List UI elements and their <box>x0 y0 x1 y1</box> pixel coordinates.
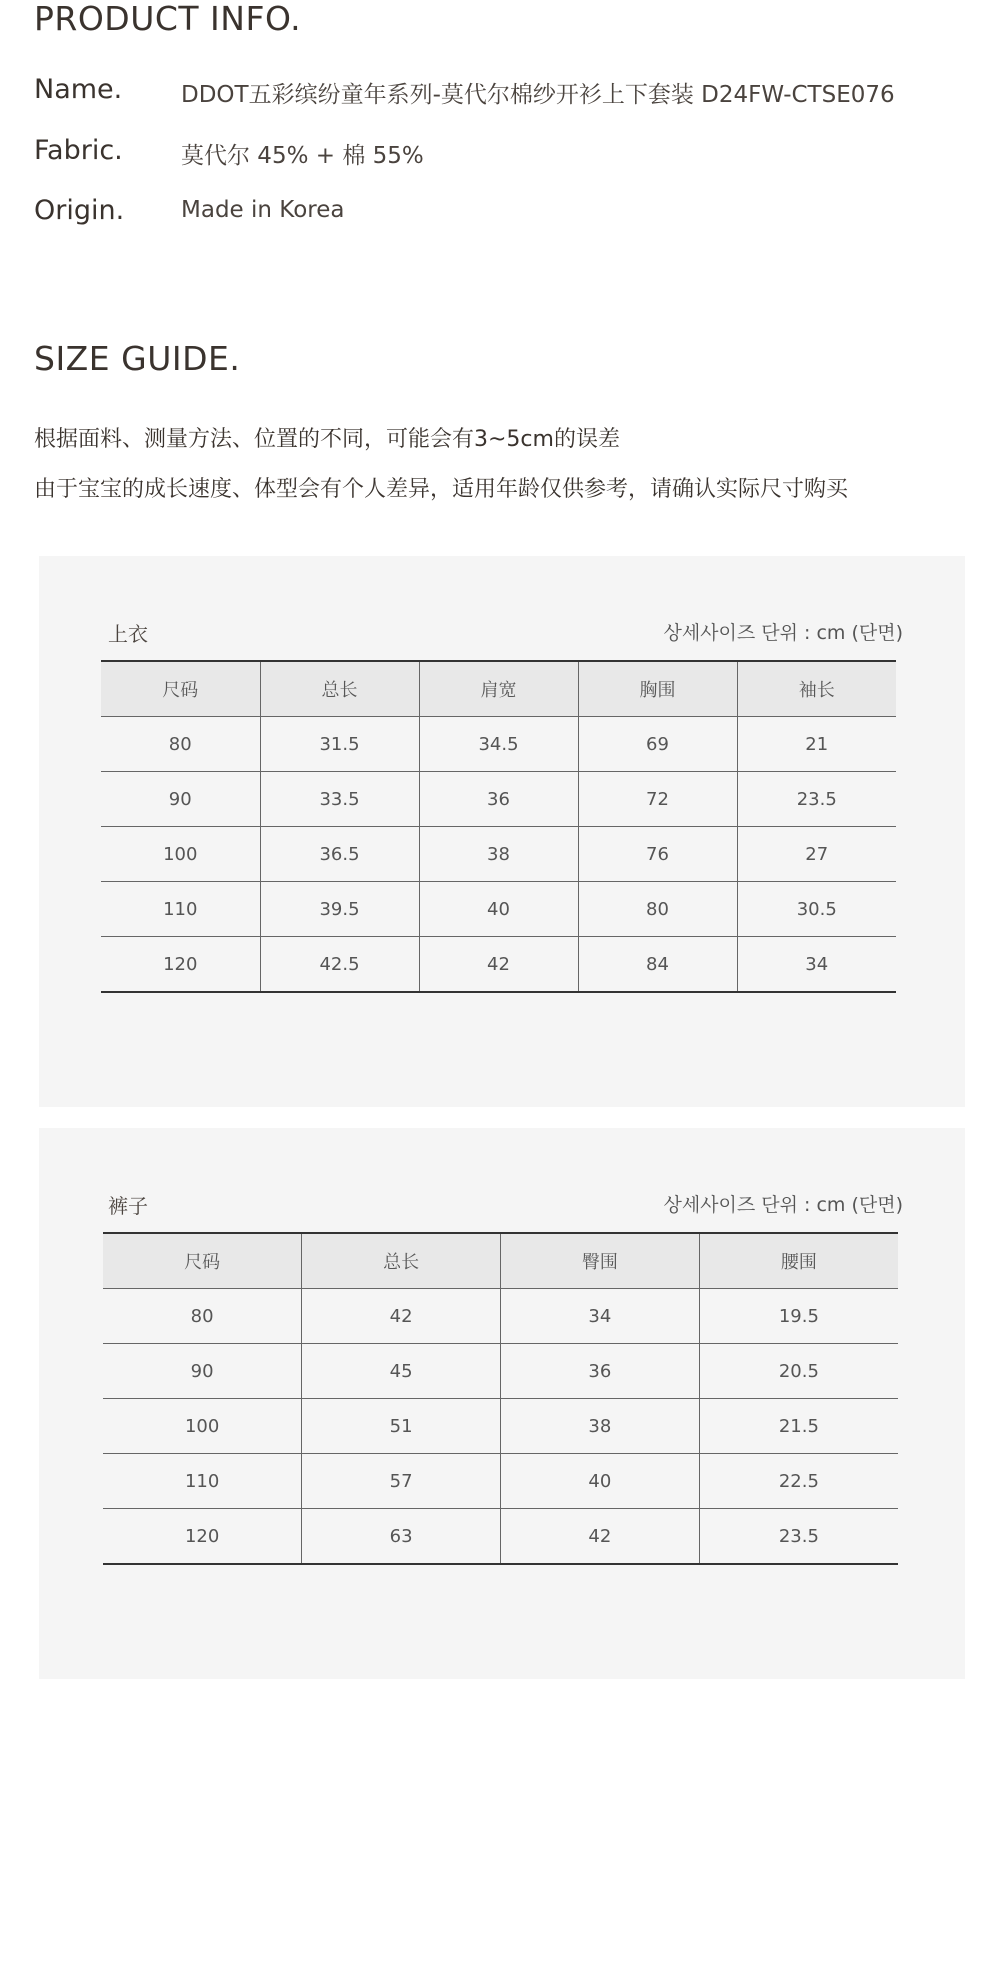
top-size-table <box>101 660 896 993</box>
table-cell: 80 <box>101 717 260 772</box>
unit-label: 상세사이즈 단위 : cm (단면) <box>663 1194 903 1216</box>
table-cell: 38 <box>501 1399 700 1454</box>
table-cell: 23.5 <box>699 1509 898 1565</box>
table-cell: 31.5 <box>260 717 419 772</box>
table-cell: 21 <box>737 717 896 772</box>
table-cell: 76 <box>578 827 737 882</box>
table-cell: 57 <box>302 1454 501 1509</box>
table-cell: 42 <box>501 1509 700 1565</box>
table-cell: 30.5 <box>737 882 896 937</box>
table-cell: 72 <box>578 772 737 827</box>
top-size-card <box>39 556 965 1107</box>
table-cell: 36.5 <box>260 827 419 882</box>
table-cell: 100 <box>101 827 260 882</box>
table-cell: 80 <box>578 882 737 937</box>
table-title: 上衣 <box>108 622 148 646</box>
column-header: 腰围 <box>699 1233 898 1289</box>
table-cell: 110 <box>101 882 260 937</box>
info-value: Made in Korea <box>181 197 345 223</box>
table-row <box>101 937 896 993</box>
table-cell: 120 <box>184 1525 220 1547</box>
table-cell: 45 <box>302 1344 501 1399</box>
table-cell: 40 <box>501 1454 700 1509</box>
column-header: 尺码 <box>103 1233 302 1289</box>
info-label: Name. <box>34 74 123 105</box>
table-cell: 90 <box>103 1344 302 1399</box>
info-row-fabric <box>34 135 964 175</box>
table-cell: 69 <box>578 717 737 772</box>
size-note: 由于宝宝的成长速度、体型会有个人差异，适用年龄仅供参考，请确认实际尺寸购买 <box>34 477 849 502</box>
column-header: 总长 <box>302 1233 501 1289</box>
info-label: Fabric. <box>34 135 123 166</box>
table-cell: 80 <box>103 1289 302 1344</box>
size-note: 根据面料、测量方法、位置的不同，可能会有3~5cm的误差 <box>34 427 620 452</box>
info-row-origin <box>34 195 964 235</box>
table-cell: 36 <box>501 1344 700 1399</box>
table-cell: 34 <box>737 937 896 993</box>
table-cell: 23.5 <box>737 772 896 827</box>
table-cell: 120 <box>163 953 198 975</box>
unit-label: 상세사이즈 단위 : cm (단면) <box>663 622 903 644</box>
table-row <box>101 772 896 827</box>
table-row <box>101 717 896 772</box>
pants-size-table <box>103 1232 898 1565</box>
table-row <box>103 1454 898 1509</box>
column-header: 臀围 <box>501 1233 700 1289</box>
table-cell: 90 <box>101 772 260 827</box>
table-cell: 34.5 <box>419 717 578 772</box>
table-cell: 40 <box>419 882 578 937</box>
info-label: Origin. <box>34 195 125 226</box>
table-cell: 84 <box>578 937 737 993</box>
table-cell: 33.5 <box>260 772 419 827</box>
table-cell: 20.5 <box>699 1344 898 1399</box>
table-cell: 19.5 <box>699 1289 898 1344</box>
table-cell: 51 <box>302 1399 501 1454</box>
table-cell: 100 <box>103 1399 302 1454</box>
table-cell: 22.5 <box>699 1454 898 1509</box>
column-header: 总长 <box>260 661 419 717</box>
column-header: 尺码 <box>101 661 260 717</box>
table-cell: 34 <box>501 1289 700 1344</box>
table-cell: 38 <box>419 827 578 882</box>
table-cell: 42 <box>419 937 578 993</box>
table-header-row <box>101 661 896 717</box>
pants-size-card <box>39 1128 965 1679</box>
size-guide-title: SIZE GUIDE. <box>34 339 241 378</box>
table-row <box>101 882 896 937</box>
column-header: 胸围 <box>578 661 737 717</box>
table-cell: 39.5 <box>260 882 419 937</box>
table-cell: 21.5 <box>699 1399 898 1454</box>
table-cell: 42.5 <box>260 937 419 993</box>
table-row <box>103 1289 898 1344</box>
table-cell: 63 <box>302 1509 501 1565</box>
table-cell: 110 <box>103 1454 302 1509</box>
table-header-row <box>103 1233 898 1289</box>
column-header: 袖长 <box>737 661 896 717</box>
info-value: DDOT五彩缤纷童年系列-莫代尔棉纱开衫上下套装 D24FW-CTSE076 <box>181 82 895 108</box>
table-cell: 27 <box>737 827 896 882</box>
column-header: 肩宽 <box>419 661 578 717</box>
table-row <box>101 827 896 882</box>
table-title: 裤子 <box>108 1194 148 1218</box>
info-value: 莫代尔 45% + 棉 55% <box>181 143 424 169</box>
table-row <box>103 1399 898 1454</box>
table-cell: 42 <box>302 1289 501 1344</box>
table-row <box>103 1509 898 1565</box>
table-cell: 36 <box>419 772 578 827</box>
info-row-name <box>34 74 964 114</box>
table-row <box>103 1344 898 1399</box>
product-info-title: PRODUCT INFO. <box>34 0 302 38</box>
